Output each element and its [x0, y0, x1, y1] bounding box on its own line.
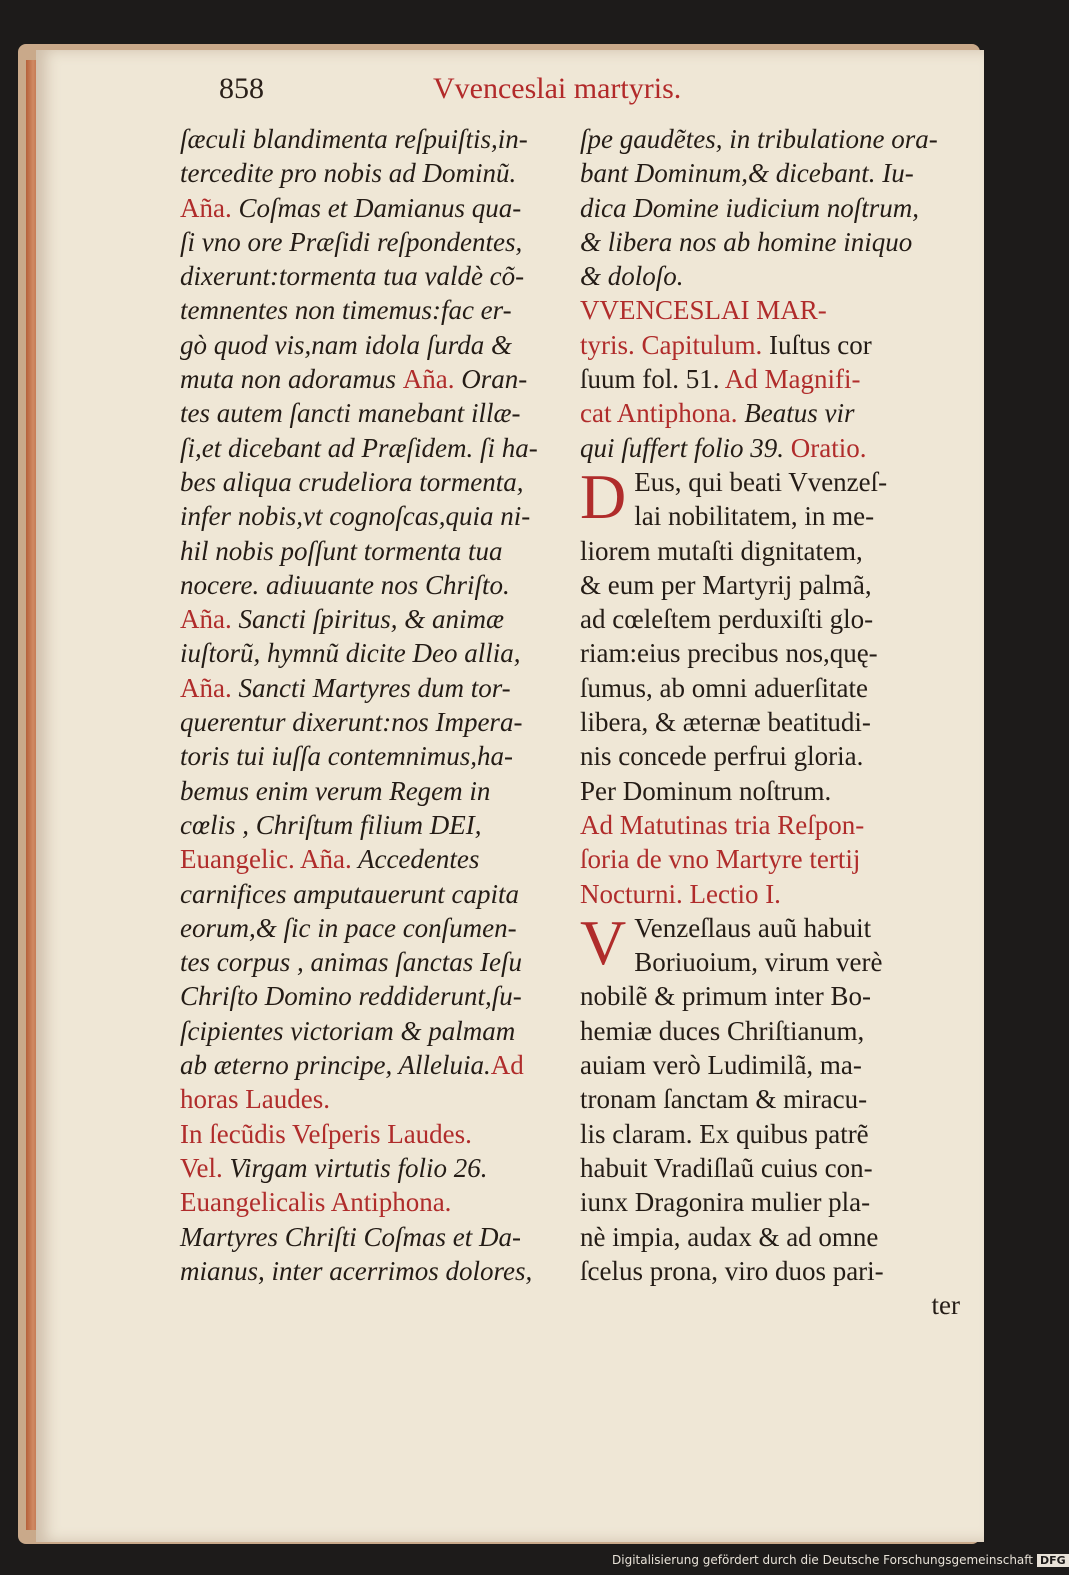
text-line	[180, 877, 558, 911]
text-line	[180, 1185, 558, 1219]
italic-text: carnifices amputauerunt capita	[180, 878, 519, 909]
text-line	[580, 259, 960, 293]
text-line	[180, 191, 558, 225]
italic-text: querentur dixerunt:nos Impera-	[180, 707, 523, 738]
rubric-text: Aña.	[180, 192, 232, 223]
italic-text: Martyres Chriſti Coſmas et Da-	[180, 1221, 521, 1252]
rubric-text: Ad Magnifi-	[719, 364, 861, 395]
text-line: & eum per Martyrij palmã,	[580, 569, 872, 600]
text-line: ſcelus prona, viro duos pari-	[580, 1255, 884, 1286]
right-column-top-text	[580, 122, 960, 465]
italic-text: ſæculi blandimenta reſpuiſtis,in-	[180, 124, 528, 154]
italic-text: & libera nos ab homine iniquo	[580, 226, 913, 257]
dfg-logo: DFG	[1037, 1554, 1069, 1567]
text-line	[180, 156, 558, 190]
italic-text: & doloſo.	[580, 261, 684, 292]
text-line: tronam ſanctam & miracu-	[580, 1084, 868, 1115]
text-line	[580, 362, 960, 396]
text-line	[180, 1014, 558, 1048]
italic-text: dixerunt:tormenta tua valdè cõ-	[180, 261, 525, 292]
italic-text: Virgam virtutis folio 26.	[222, 1152, 488, 1183]
text-line: Venzeſlaus auũ habuit	[634, 912, 872, 943]
rubric-text: Ad	[490, 1050, 524, 1081]
matins-rubric	[580, 808, 960, 911]
text-line	[180, 705, 558, 739]
text-line	[180, 945, 558, 979]
italic-text: gò quod vis,nam idola ſurda &	[180, 329, 513, 360]
text-line: lai nobilitatem, in me-	[634, 501, 875, 532]
text-line	[580, 293, 960, 327]
text-line: Nocturni. Lectio I.	[580, 878, 781, 909]
italic-text: tercedite pro nobis ad Dominũ.	[180, 158, 517, 189]
rubric-text: Vel.	[180, 1152, 223, 1183]
text-line: auiam verò Ludimilã, ma-	[580, 1050, 862, 1081]
lectio-block	[580, 906, 960, 1288]
text-line: habuit Vradiſlaũ cuius con-	[580, 1152, 873, 1183]
text-line: nè impia, audax & ad omne	[580, 1221, 879, 1252]
text-line	[180, 225, 558, 259]
text-line	[180, 534, 558, 568]
text-line	[180, 259, 558, 293]
text-line: libera, & æternæ beatitudi-	[580, 707, 871, 738]
rubric-text: Aña.	[402, 364, 455, 395]
rubric-text: Oratio.	[784, 432, 867, 463]
rubric-text: cat Antiphona.	[580, 398, 738, 429]
text-line	[180, 1151, 558, 1185]
text-line: Boriuoium, virum verè	[634, 947, 883, 978]
text-line	[180, 671, 558, 705]
text-line	[180, 1082, 558, 1116]
italic-text: ſi vno ore Præſidi reſpondentes,	[180, 226, 523, 257]
italic-text: Accedentes	[351, 844, 480, 875]
text-line: Per Dominum noſtrum.	[580, 775, 832, 806]
text-line: ſumus, ab omni aduerſitate	[580, 672, 868, 703]
italic-text: iuſtorũ, hymnũ dicite Deo allia,	[180, 638, 521, 669]
text-line	[180, 979, 558, 1013]
italic-text: temnentes non timemus:fac er-	[180, 295, 512, 326]
text-line	[580, 122, 960, 156]
italic-text: eorum,& ſic in pace conſumen-	[180, 912, 517, 943]
text-line	[580, 431, 960, 465]
text-line	[580, 328, 960, 362]
lectio-lines	[580, 906, 960, 1288]
italic-text: Coſmas et Damianus qua-	[231, 192, 522, 223]
text-line	[180, 842, 558, 876]
page-header	[185, 72, 965, 118]
rubric-text: Euangelicalis Antiphona.	[180, 1187, 452, 1218]
italic-text: ſpe gaudẽtes, in tribulatione ora-	[580, 124, 938, 154]
italic-text: bes aliqua crudeliora tormenta,	[180, 466, 524, 497]
italic-text: Beatus vir	[737, 398, 855, 429]
text-line	[580, 396, 960, 430]
left-column	[180, 122, 558, 1288]
rubric-text: Aña.	[180, 604, 232, 635]
italic-text: ab æterno principe, Alleluia.	[180, 1050, 491, 1081]
text-line: Ad Matutinas tria Reſpon-	[580, 809, 865, 840]
rubric-text: tyris. Capitulum.	[580, 329, 763, 360]
footer-text: Digitalisierung gefördert durch die Deutsche Forschungsgemeinschaft	[612, 1553, 1034, 1567]
text-line	[180, 1117, 558, 1151]
oration-lines	[580, 460, 960, 808]
roman-text: Iuſtus cor	[762, 329, 872, 360]
italic-text: nocere. adiuuante nos Chriſto.	[180, 569, 510, 600]
italic-text: toris tui iuſſa contemnimus,ha-	[180, 741, 513, 772]
rubric-text: Aña.	[180, 672, 232, 703]
rubric-text: In ſecũdis Veſperis Laudes.	[180, 1118, 472, 1149]
text-line	[180, 636, 558, 670]
italic-text: qui ſuffert folio 39.	[580, 432, 785, 463]
page-number: 858	[219, 72, 264, 105]
italic-text: Sancti Martyres dum tor-	[231, 672, 511, 703]
text-line: ad cœleſtem perduxiſti glo-	[580, 604, 874, 635]
italic-text: tes autem ſancti manebant illæ-	[180, 398, 521, 429]
text-line	[180, 739, 558, 773]
text-line	[180, 568, 558, 602]
running-title: Vvenceslai martyris.	[433, 72, 682, 105]
italic-text: bant Dominum,& dicebant. Iu-	[580, 158, 914, 189]
text-line: riam:eius precibus nos,quę-	[580, 638, 878, 669]
text-line	[180, 808, 558, 842]
text-line: nobilẽ & primum inter Bo-	[580, 981, 871, 1012]
text-line	[180, 602, 558, 636]
text-line	[180, 1254, 558, 1288]
text-line	[180, 499, 558, 533]
italic-text: Chriſto Domino reddiderunt,ſu-	[180, 981, 522, 1012]
italic-text: Oran-	[454, 364, 528, 395]
text-line	[180, 396, 558, 430]
italic-text: ſi,et dicebant ad Præſidem. ſi ha-	[180, 432, 538, 463]
rubric-text: Euangelic. Aña.	[180, 844, 352, 875]
text-line: hemiæ duces Chriſtianum,	[580, 1015, 865, 1046]
roman-text: ſuum fol. 51.	[580, 364, 720, 395]
text-line: ſoria de vno Martyre tertij	[580, 844, 861, 875]
italic-text: ſcipientes victoriam & palmam	[180, 1015, 516, 1046]
text-line	[580, 225, 960, 259]
catchword: ter	[931, 1290, 960, 1321]
italic-text: cœlis , Chriſtum filium DEI,	[180, 809, 482, 840]
italic-text: Sancti ſpiritus, & animæ	[231, 604, 505, 635]
text-line	[180, 122, 558, 156]
text-line: nis concede perfrui gloria.	[580, 741, 864, 772]
oration-dropcap: D	[580, 460, 627, 532]
text-line	[180, 774, 558, 808]
text-line	[180, 1048, 558, 1082]
italic-text: hil nobis poſſunt tormenta tua	[180, 535, 503, 566]
italic-text: tes corpus , animas ſanctas Ieſu	[180, 947, 522, 978]
italic-text: mianus, inter acerrimos dolores,	[180, 1255, 533, 1286]
text-line	[180, 465, 558, 499]
text-line	[580, 191, 960, 225]
text-line	[580, 156, 960, 190]
text-line	[180, 293, 558, 327]
text-line: liorem mutaſti dignitatem,	[580, 535, 863, 566]
text-line	[180, 911, 558, 945]
text-line	[180, 1220, 558, 1254]
digitization-footer	[612, 1553, 1069, 1567]
rubric-text: horas Laudes.	[180, 1084, 330, 1115]
text-line: iunx Dragonira mulier pla-	[580, 1187, 871, 1218]
text-line	[180, 328, 558, 362]
text-line	[180, 362, 558, 396]
text-line: lis claram. Ex quibus patrẽ	[580, 1118, 869, 1149]
italic-text: dica Domine iudicium noſtrum,	[580, 192, 919, 223]
oration-block	[580, 460, 960, 808]
text-line: Eus, qui beati Vvenzeſ-	[634, 466, 888, 497]
rubric-text: VVENCESLAI MAR-	[580, 295, 827, 326]
italic-text: muta non adoramus	[180, 364, 403, 395]
italic-text: infer nobis,vt cognoſcas,quia ni-	[180, 501, 531, 532]
text-line	[180, 431, 558, 465]
lectio-dropcap: V	[580, 906, 627, 978]
right-column	[580, 122, 960, 1322]
italic-text: bemus enim verum Regem in	[180, 775, 491, 806]
